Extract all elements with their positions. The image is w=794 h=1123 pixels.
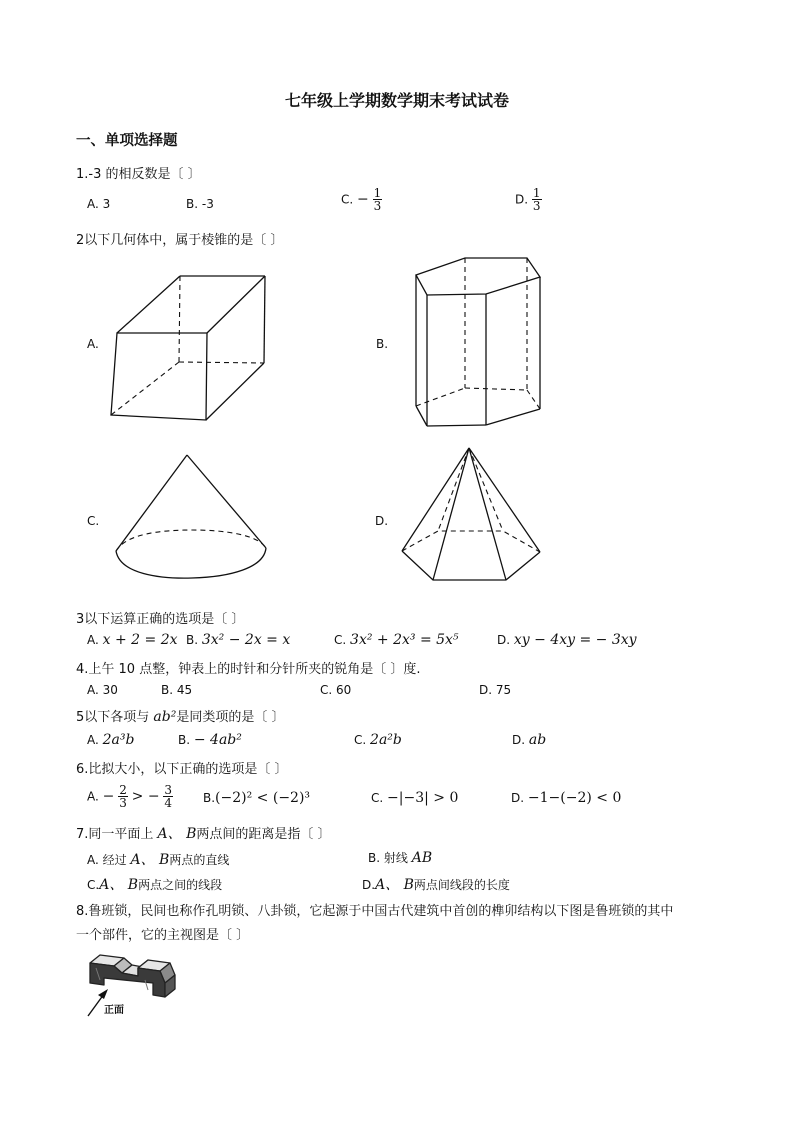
front-view-label: 正面 — [104, 1005, 124, 1016]
option-text: 两点的直线 — [169, 853, 230, 867]
stem-text: 两点间的距离是指〔 〕 — [196, 827, 331, 842]
question-3-stem: 3以下运算正确的选项是〔 〕 — [76, 612, 245, 627]
question-2-option-b[interactable]: B. — [376, 337, 389, 351]
math-expression: 3x² + 2x³ = 5x⁵ — [350, 632, 459, 648]
math-expression: A、 B — [375, 877, 414, 893]
option-text: A. 经过 — [87, 853, 127, 867]
option-label: C. — [341, 192, 354, 207]
math-expression: (−2)² < (−2)³ — [215, 790, 311, 806]
question-4-option-a[interactable]: A. 30 — [87, 683, 118, 697]
question-6-stem: 6.比拟大小，以下正确的选项是〔 〕 — [76, 762, 288, 777]
fraction: $\frac{3}{4}$ — [164, 783, 173, 810]
page-title: 七年级上学期数学期末考试试卷 — [284, 91, 509, 110]
section-heading: 一、单项选择题 — [76, 133, 178, 149]
math-expression: ab² — [153, 709, 177, 725]
option-label: C. — [334, 633, 347, 647]
option-label: B. — [203, 791, 216, 805]
option-label: D. — [497, 633, 511, 647]
option-label: D. — [511, 791, 525, 805]
math-expression: − 4ab² — [193, 732, 242, 748]
question-1-option-b[interactable]: B. -3 — [186, 197, 214, 211]
math-expression: A、 B — [99, 877, 139, 893]
option-label: B. — [186, 633, 199, 647]
option-label: B. — [178, 733, 191, 747]
math-expression: A、 B — [130, 852, 170, 868]
question-2-option-c[interactable]: C. — [87, 514, 100, 528]
option-text: B. 射线 — [368, 851, 408, 865]
option-label: A. — [87, 789, 99, 804]
math-expression: 2a³b — [102, 732, 135, 748]
option-label: C. — [371, 791, 384, 805]
stem-text: 是同类项的是〔 〕 — [176, 710, 285, 725]
math-expression: 3x² − 2x = x — [201, 632, 291, 648]
minus-sign: − — [357, 191, 369, 208]
math-expression: ab — [528, 732, 547, 748]
math-expression: AB — [411, 850, 433, 866]
question-1-stem: 1.-3 的相反数是〔 〕 — [76, 167, 201, 182]
option-text: 两点间线段的长度 — [413, 878, 510, 892]
option-text: C. — [87, 878, 100, 892]
option-label: A. — [87, 733, 99, 747]
question-8-stem-line-2: 一个部件，它的主视图是〔 〕 — [76, 928, 250, 943]
minus-sign: − — [102, 788, 115, 805]
question-4-stem: 4.上午 10 点整，钟表上的时针和分针所夹的锐角是〔 〕度. — [76, 662, 421, 677]
question-8-stem-line-1: 8.鲁班锁，民间也称作孔明锁、八卦锁，它起源于中国古代建筑中首创的榫卯结构以下图是鲁班锁的其中 — [76, 904, 674, 919]
question-1-option-a[interactable]: A. 3 — [87, 197, 111, 211]
option-label: D. — [512, 733, 526, 747]
question-2-option-d[interactable]: D. — [375, 514, 389, 528]
fraction: $\frac{2}{3}$ — [119, 783, 127, 810]
fraction: $\frac{1}{3}$ — [373, 186, 382, 213]
fraction: $\frac{1}{3}$ — [532, 186, 541, 213]
option-label: D. — [515, 192, 529, 207]
question-4-option-d[interactable]: D. 75 — [479, 683, 512, 697]
option-text: D. — [362, 878, 376, 892]
question-4-option-c[interactable]: C. 60 — [320, 683, 352, 697]
math-expression: A、 B — [157, 826, 197, 842]
question-2-stem: 2以下几何体中，属于棱锥的是〔 〕 — [76, 233, 284, 248]
option-label: C. — [354, 733, 367, 747]
question-2-option-a[interactable]: A. — [87, 337, 99, 351]
math-expression: xy − 4xy = − 3xy — [513, 632, 637, 648]
math-expression: x + 2 = 2x — [102, 632, 178, 648]
stem-text: 7.同一平面上 — [76, 827, 154, 842]
math-expression: 2a²b — [370, 732, 402, 748]
math-expression: −|−3| > 0 — [387, 790, 459, 806]
option-label: A. — [87, 633, 99, 647]
question-4-option-b[interactable]: B. 45 — [161, 683, 193, 697]
math-expression: −1−(−2) < 0 — [527, 790, 622, 806]
stem-text: 5以下各项与 — [76, 710, 150, 725]
option-text: 两点之间的线段 — [138, 878, 223, 892]
comparison-sign: > − — [131, 788, 160, 805]
